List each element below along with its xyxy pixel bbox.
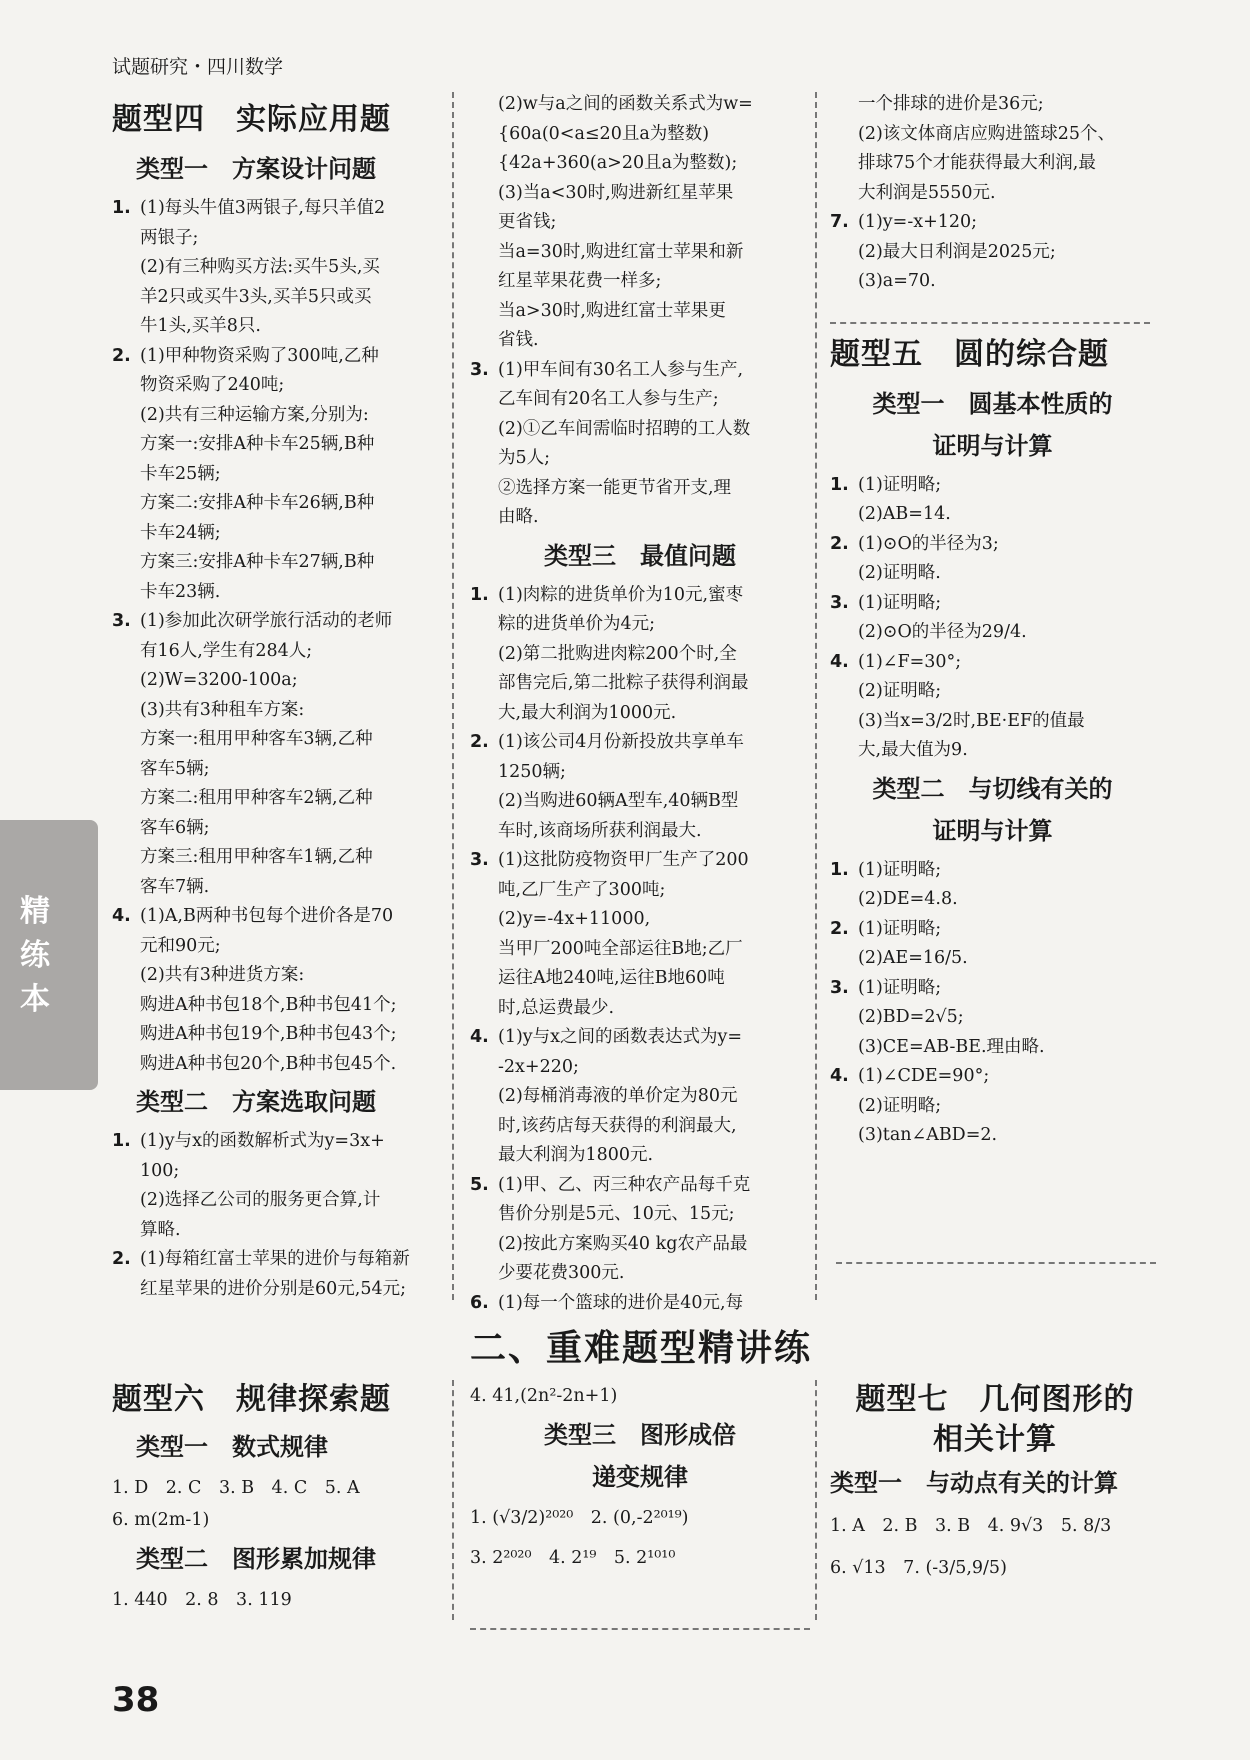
side-tab-label: 精练本 [20, 894, 50, 1017]
answer-line: (1)甲、乙、丙三种农产品每千克 [498, 1174, 751, 1195]
answer-list [830, 471, 1155, 766]
item-number: 1. [112, 1131, 131, 1151]
item-number: 3. [830, 977, 849, 998]
subsection-title: 递变规律 [592, 1463, 688, 1491]
answer-line: (1)∠CDE=90°; [858, 1066, 990, 1086]
item-body [498, 1171, 810, 1289]
answer-line: 时,总运费最少. [498, 997, 615, 1018]
answer-item [830, 530, 1155, 589]
section-title: 题型六 规律探索题 [112, 1382, 391, 1417]
answer-item [470, 581, 810, 729]
answer-list [112, 1127, 447, 1304]
item-number: 4. [830, 1066, 849, 1086]
answer-list [112, 194, 447, 1079]
item-number: 7. [830, 212, 849, 232]
item-number: 2. [470, 732, 489, 752]
bottom-column-2 [470, 1380, 810, 1574]
answer-line: 一个排球的进价是36元; [858, 94, 1044, 114]
subsection-title: 类型一 与动点有关的计算 [830, 1469, 1118, 1497]
subsection-title: 类型一 圆基本性质的 [872, 389, 1113, 418]
answer-line: (1)肉粽的进货单价为10元,蜜枣 [498, 584, 744, 605]
answer-line: (2)y=-4x+11000, [498, 909, 651, 929]
answer-item [830, 856, 1155, 915]
answer-line: {60a(0<a≤20且a为整数) [498, 123, 710, 144]
answer-list [830, 856, 1155, 1151]
part-banner: 二、重难题型精讲练 [470, 1328, 813, 1369]
answer-line: 羊2只或买牛3头,买羊5只或买 [140, 286, 372, 307]
subsection-title: 类型三 最值问题 [544, 541, 736, 570]
answer-line: (1)∠F=30°; [858, 651, 962, 672]
answer-line: 1. 440 2. 8 3. 119 [112, 1590, 292, 1610]
section-divider [470, 1628, 810, 1630]
item-body [858, 208, 1155, 297]
bottom-column-1 [112, 1380, 442, 1616]
answer-line: 客车5辆; [140, 758, 210, 779]
answer-line: (1)这批防疫物资甲厂生产了200 [498, 850, 749, 870]
running-header: 试题研究・四川数学 [112, 56, 284, 78]
item-body [498, 581, 810, 729]
answer-line: 4. 41,(2n²-2n+1) [470, 1386, 618, 1406]
answer-line: (1)y与x之间的函数表达式为y= [498, 1027, 743, 1047]
column-divider [452, 92, 454, 1300]
answer-line: (2)DE=4.8. [858, 889, 958, 909]
answer-item [112, 1127, 447, 1245]
answer-line: (2)①乙车间需临时招聘的工人数 [498, 418, 751, 439]
answer-line: (1)每头牛值3两银子,每只羊值2 [140, 198, 386, 218]
answer-line: (1)证明略; [858, 859, 942, 880]
answer-line: 部售完后,第二批粽子获得利润最 [498, 673, 749, 693]
item-number: 1. [830, 859, 849, 880]
item-number: 3. [112, 611, 131, 631]
answer-line: 卡车25辆; [140, 463, 221, 484]
answer-line: 1250辆; [498, 761, 566, 782]
column-divider [815, 92, 817, 1300]
answer-line: 排球75个才能获得最大利润,最 [858, 153, 1096, 173]
section-title: 题型五 圆的综合题 [830, 336, 1109, 372]
answer-item [830, 974, 1155, 1063]
answer-line: (2)第二批购进肉粽200个时,全 [498, 643, 737, 664]
answer-line: 算略. [140, 1219, 181, 1240]
answer-line: (1)甲种物资采购了300吨,乙种 [140, 345, 379, 366]
answer-line: (3)当x=3/2时,BE·EF的值最 [858, 710, 1085, 731]
answer-line: ②选择方案一能更节省开支,理 [498, 477, 732, 498]
answer-item [830, 915, 1155, 974]
column-divider [815, 1380, 817, 1620]
answer-item [470, 1171, 810, 1289]
answer-line: (3)共有3种租车方案: [140, 699, 305, 720]
answer-item [112, 607, 447, 902]
answer-line: (2)AB=14. [858, 504, 951, 524]
answer-line: (1)y=-x+120; [858, 212, 978, 232]
item-body [498, 846, 810, 1023]
answer-line: 方案三:租用甲种客车1辆,乙种 [140, 847, 373, 867]
section-title: 相关计算 [933, 1422, 1057, 1457]
item-number: 1. [112, 198, 131, 218]
answer-item [830, 208, 1155, 297]
answer-line: 售价分别是5元、10元、15元; [498, 1204, 735, 1224]
item-body [858, 471, 1155, 530]
answer-line: 有16人,学生有284人; [140, 640, 313, 661]
answer-line: (1)A,B两种书包每个进价各是70 [140, 906, 394, 926]
item-number: 2. [830, 918, 849, 939]
answer-line: (3)a=70. [858, 271, 936, 291]
answer-line: (1)证明略; [858, 592, 942, 613]
section-divider [830, 322, 1150, 324]
answer-line: 当甲厂200吨全部运往B地;乙厂 [498, 938, 743, 959]
answer-line: (1)证明略; [858, 474, 942, 495]
subsection-title: 类型二 方案选取问题 [136, 1088, 376, 1116]
answer-line: (1)每一个篮球的进价是40元,每 [498, 1292, 744, 1313]
answer-line: 吨,乙厂生产了300吨; [498, 879, 666, 900]
answer-item [470, 728, 810, 846]
column-divider [452, 1380, 454, 1620]
answer-line: 为5人; [498, 448, 551, 468]
answer-line: 购进A种书包19个,B种书包43个; [140, 1024, 397, 1044]
item-body [140, 194, 447, 342]
item-number: 1. [830, 474, 849, 495]
column-1 [112, 92, 447, 1304]
answer-line: 运往A地240吨,运往B地60吨 [498, 968, 725, 988]
answer-line: 车时,该商场所获利润最大. [498, 820, 702, 841]
answer-item [830, 471, 1155, 530]
answer-line: (1)甲车间有30名工人参与生产, [498, 359, 744, 380]
answer-line: 红星苹果花费一样多; [498, 271, 662, 291]
answer-item [470, 846, 810, 1023]
answer-line: (1)证明略; [858, 918, 942, 939]
answer-line: (3)CE=AB-BE.理由略. [858, 1036, 1045, 1057]
item-number: 5. [470, 1174, 489, 1195]
subsection-title: 类型一 方案设计问题 [136, 155, 376, 183]
answer-line: 大,最大利润为1000元. [498, 702, 677, 723]
answer-line: (1)y与x的函数解析式为y=3x+ [140, 1131, 385, 1151]
answer-line: 当a>30时,购进红富士苹果更 [498, 300, 726, 321]
item-number: 3. [470, 359, 489, 380]
section-title: 题型四 实际应用题 [112, 102, 391, 137]
item-number: 3. [830, 592, 849, 613]
answer-line: 购进A种书包20个,B种书包45个. [140, 1053, 397, 1074]
answer-list [830, 208, 1155, 297]
answer-line: (2)选择乙公司的服务更合算,计 [140, 1190, 381, 1210]
answer-line: (1)参加此次研学旅行活动的老师 [140, 611, 393, 631]
item-body [498, 1023, 810, 1171]
answer-line: 卡车24辆; [140, 522, 221, 543]
answer-line: (2)W=3200-100a; [140, 670, 298, 690]
item-body [140, 1127, 447, 1245]
answer-line: 3. 2²⁰²⁰ 4. 2¹⁹ 5. 2¹⁰¹⁰ [470, 1548, 676, 1568]
answer-item [112, 342, 447, 608]
answer-line: 客车7辆. [140, 876, 210, 897]
answer-line: 客车6辆; [140, 817, 210, 838]
bottom-column-3 [830, 1380, 1160, 1584]
answer-line: 卡车23辆. [140, 581, 221, 602]
answer-line: (2)有三种购买方法:买牛5头,买 [140, 257, 380, 277]
item-body [498, 1289, 810, 1319]
item-number: 2. [112, 345, 131, 366]
item-body [858, 915, 1155, 974]
item-body [140, 342, 447, 608]
answer-line: 更省钱; [498, 212, 557, 232]
answer-line: 6. √13 7. (-3/5,9/5) [830, 1558, 1007, 1578]
answer-line: 1. D 2. C 3. B 4. C 5. A [112, 1478, 360, 1498]
answer-line: 方案三:安排A种卡车27辆,B种 [140, 552, 375, 572]
item-body [858, 856, 1155, 915]
answer-line: 6. m(2m-1) [112, 1510, 210, 1530]
answer-line: {42a+360(a>20且a为整数); [498, 153, 738, 173]
answer-line: 大利润是5550元. [858, 182, 996, 203]
answer-line: 时,该药店每天获得的利润最大, [498, 1115, 737, 1136]
side-tab [0, 820, 98, 1090]
item-number: 6. [470, 1292, 489, 1313]
answer-line: (1)证明略; [858, 977, 942, 998]
answer-item [112, 902, 447, 1079]
item-body [140, 1245, 447, 1304]
answer-list [470, 581, 810, 1319]
answer-line: 1. (√3/2)²⁰²⁰ 2. (0,-2²⁰¹⁹) [470, 1508, 689, 1528]
answer-line: (2)共有3种进货方案: [140, 965, 305, 985]
item-number: 2. [830, 533, 849, 554]
item-number: 3. [470, 850, 489, 870]
answer-line: -2x+220; [498, 1056, 579, 1077]
answer-line: (1)⊙O的半径为3; [858, 533, 999, 554]
answer-line: (1)每箱红富士苹果的进价与每箱新 [140, 1249, 410, 1269]
answer-line: 购进A种书包18个,B种书包41个; [140, 994, 397, 1015]
answer-item [112, 194, 447, 342]
answer-line: 少要花费300元. [498, 1263, 625, 1283]
answer-line: 大,最大值为9. [858, 740, 968, 760]
answer-line: 省钱. [498, 330, 539, 350]
answer-line: (2)证明略. [858, 563, 941, 583]
answer-line: (2)证明略; [858, 681, 942, 701]
answer-item [112, 1245, 447, 1304]
answer-line: 方案一:安排A种卡车25辆,B种 [140, 434, 375, 454]
subsection-title: 类型三 图形成倍 [544, 1421, 736, 1449]
answer-line: (2)w与a之间的函数关系式为w= [498, 94, 753, 114]
item-body [858, 648, 1155, 766]
answer-line: 元和90元; [140, 935, 221, 956]
item-body [858, 530, 1155, 589]
answer-line: 红星苹果的进价分别是60元,54元; [140, 1278, 406, 1299]
item-body [858, 1062, 1155, 1151]
item-number: 2. [112, 1249, 131, 1269]
answer-line: 1. A 2. B 3. B 4. 9√3 5. 8/3 [830, 1516, 1112, 1536]
subsection-title: 证明与计算 [932, 816, 1053, 845]
answer-line: 牛1头,买羊8只. [140, 316, 261, 336]
page-number: 38 [112, 1680, 160, 1720]
answer-line: 乙车间有20名工人参与生产; [498, 389, 719, 409]
answer-line: (2)证明略; [858, 1095, 942, 1116]
answer-line: (3)当a<30时,购进新红星苹果 [498, 182, 734, 203]
answer-line: 100; [140, 1160, 180, 1181]
answer-line: 粽的进货单价为4元; [498, 614, 656, 634]
subsection-title: 类型二 与切线有关的 [872, 774, 1113, 803]
answer-item [470, 1023, 810, 1171]
answer-list [470, 356, 810, 533]
subsection-title: 证明与计算 [932, 431, 1053, 460]
column-3 [830, 90, 1155, 1151]
answer-line: (2)BD=2√5; [858, 1007, 964, 1027]
item-body [140, 902, 447, 1079]
answer-item [470, 356, 810, 533]
answer-line: (2)共有三种运输方案,分别为: [140, 404, 369, 425]
answer-line: 方案一:租用甲种客车3辆,乙种 [140, 729, 373, 749]
answer-line: (2)最大日利润是2025元; [858, 241, 1056, 262]
item-body [498, 356, 810, 533]
answer-line: (2)每桶消毒液的单价定为80元 [498, 1086, 738, 1106]
answer-line: (2)当购进60辆A型车,40辆B型 [498, 791, 739, 811]
answer-line: (1)该公司4月份新投放共享单车 [498, 732, 744, 752]
answer-line: (2)⊙O的半径为29/4. [858, 622, 1027, 642]
section-title: 题型七 几何图形的 [855, 1382, 1135, 1417]
answer-line: 由略. [498, 507, 539, 527]
item-body [858, 589, 1155, 648]
section-divider [836, 1262, 1156, 1264]
item-number: 1. [470, 584, 489, 605]
answer-item [470, 1289, 810, 1319]
item-number: 4. [830, 651, 849, 672]
subsection-title: 类型二 图形累加规律 [136, 1545, 376, 1573]
answer-line: 当a=30时,购进红富士苹果和新 [498, 241, 744, 262]
answer-line: (2)该文体商店应购进篮球25个、 [858, 123, 1116, 144]
item-body [498, 728, 810, 846]
item-body [140, 607, 447, 902]
subsection-title: 类型一 数式规律 [136, 1433, 328, 1461]
answer-item [830, 1062, 1155, 1151]
answer-line: 方案二:租用甲种客车2辆,乙种 [140, 788, 373, 808]
answer-line: 最大利润为1800元. [498, 1145, 654, 1165]
item-body [858, 974, 1155, 1063]
column-2 [470, 90, 810, 1318]
item-number: 4. [112, 906, 131, 926]
answer-line: 方案二:安排A种卡车26辆,B种 [140, 493, 375, 513]
answer-item [830, 648, 1155, 766]
answer-continuation [470, 90, 810, 356]
answer-line: (3)tan∠ABD=2. [858, 1125, 998, 1145]
answer-line: 两银子; [140, 227, 199, 248]
answer-line: (2)AE=16/5. [858, 948, 968, 968]
answer-line: (2)按此方案购买40 kg农产品最 [498, 1233, 748, 1254]
answer-continuation [830, 90, 1155, 208]
item-number: 4. [470, 1027, 489, 1047]
answer-item [830, 589, 1155, 648]
answer-line: 物资采购了240吨; [140, 375, 285, 395]
